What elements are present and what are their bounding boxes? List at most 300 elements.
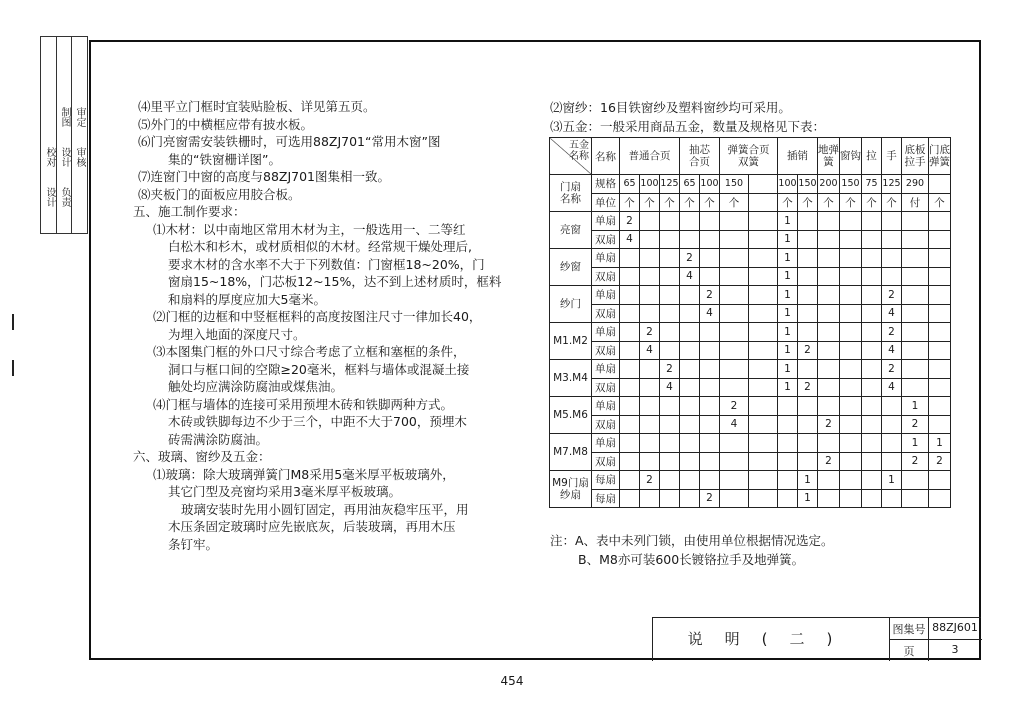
quantity-cell — [749, 212, 778, 231]
quantity-cell: 1 — [882, 471, 902, 490]
table-row — [550, 397, 951, 416]
quantity-cell: 2 — [700, 489, 720, 508]
text-line: 和扇料的厚度应加大5毫米。 — [168, 291, 326, 307]
quantity-cell: 2 — [882, 286, 902, 305]
quantity-cell — [798, 212, 818, 231]
left-column-text — [133, 98, 518, 553]
quantity-cell — [749, 249, 778, 268]
quantity-cell — [902, 304, 929, 323]
unit-cell: 个 — [640, 193, 660, 212]
quantity-cell — [660, 267, 680, 286]
sidebar-label: 审核 — [74, 147, 85, 167]
quantity-cell — [620, 434, 640, 453]
quantity-cell — [929, 341, 951, 360]
quantity-cell — [929, 378, 951, 397]
quantity-cell — [680, 471, 700, 490]
quantity-cell — [640, 378, 660, 397]
quantity-cell — [720, 341, 749, 360]
spec-cell: 150 — [840, 175, 862, 194]
quantity-cell — [620, 341, 640, 360]
door-type-cell: M3.M4 — [550, 360, 592, 397]
quantity-cell: 1 — [778, 341, 798, 360]
text-line: 五、施工制作要求： — [133, 204, 246, 219]
hardware-name-cell: 底板 拉手 — [902, 138, 929, 175]
quantity-cell — [700, 323, 720, 342]
sidebar-label: 校对 — [44, 147, 55, 167]
hardware-name-cell: 门底 弹簧 — [929, 138, 951, 175]
leaf-type-cell: 单扇 — [592, 323, 620, 342]
right-column-text — [550, 98, 825, 136]
quantity-cell — [840, 323, 862, 342]
quantity-cell — [680, 286, 700, 305]
quantity-cell: 2 — [882, 360, 902, 379]
quantity-cell — [862, 378, 882, 397]
quantity-cell — [749, 378, 778, 397]
unit-cell: 个 — [680, 193, 700, 212]
quantity-cell — [882, 415, 902, 434]
quantity-cell — [680, 452, 700, 471]
quantity-cell — [720, 360, 749, 379]
text-line: ⑺连窗门中窗的高度与88ZJ701图集相一致。 — [138, 169, 391, 184]
text-line: 木砖或铁脚每边不少于三个，中距不大于700，预埋木 — [168, 414, 467, 429]
table-row — [550, 452, 951, 471]
quantity-cell — [798, 267, 818, 286]
unit-label-cell: 单位 — [592, 193, 620, 212]
binding-mark — [12, 314, 14, 330]
quantity-cell — [749, 267, 778, 286]
text-line: 触处均应满涂防腐油或煤焦油。 — [168, 379, 344, 394]
quantity-cell — [818, 397, 840, 416]
quantity-cell — [882, 249, 902, 268]
quantity-cell — [640, 489, 660, 508]
table-row — [550, 489, 951, 508]
quantity-cell — [660, 286, 680, 305]
quantity-cell — [700, 267, 720, 286]
quantity-cell: 2 — [720, 397, 749, 416]
quantity-cell — [640, 249, 660, 268]
quantity-cell — [882, 434, 902, 453]
quantity-cell: 2 — [620, 212, 640, 231]
quantity-cell — [640, 452, 660, 471]
text-line: ⑶本图集门框的外口尺寸综合考虑了立框和塞框的条件， — [153, 344, 466, 359]
leaf-type-cell: 双扇 — [592, 304, 620, 323]
quantity-cell — [929, 267, 951, 286]
unit-cell: 付 — [902, 193, 929, 212]
table-unit-row — [550, 193, 951, 212]
page-label: 页 — [903, 645, 915, 658]
quantity-cell — [862, 341, 882, 360]
leaf-type-cell: 单扇 — [592, 397, 620, 416]
leaf-type-cell: 单扇 — [592, 360, 620, 379]
quantity-cell — [798, 434, 818, 453]
quantity-cell: 2 — [660, 360, 680, 379]
quantity-cell — [840, 212, 862, 231]
quantity-cell — [840, 267, 862, 286]
quantity-cell — [720, 434, 749, 453]
quantity-cell: 1 — [778, 212, 798, 231]
quantity-cell — [720, 489, 749, 508]
quantity-cell: 4 — [882, 378, 902, 397]
quantity-cell — [929, 212, 951, 231]
quantity-cell — [818, 249, 840, 268]
text-line: 其它门型及亮窗均采用3毫米厚平板玻璃。 — [168, 484, 401, 499]
quantity-cell — [660, 212, 680, 231]
text-line: 条钉牢。 — [168, 536, 219, 552]
quantity-cell — [680, 230, 700, 249]
quantity-cell — [818, 304, 840, 323]
quantity-cell — [749, 415, 778, 434]
quantity-cell — [818, 471, 840, 490]
quantity-cell — [620, 378, 640, 397]
quantity-cell — [700, 471, 720, 490]
table-row — [550, 212, 951, 231]
quantity-cell — [902, 323, 929, 342]
text-line: 为埋入地面的深度尺寸。 — [168, 326, 306, 342]
unit-cell: 个 — [778, 193, 798, 212]
hardware-name-cell: 拉 — [862, 138, 882, 175]
quantity-cell — [680, 341, 700, 360]
table-row — [550, 360, 951, 379]
door-type-cell: M9门扇 纱扇 — [550, 471, 592, 508]
spec-cell — [929, 175, 951, 194]
quantity-cell — [929, 471, 951, 490]
quantity-cell: 1 — [778, 360, 798, 379]
quantity-cell: 4 — [640, 341, 660, 360]
quantity-cell — [798, 360, 818, 379]
text-line: 要求木材的含水率不大于下列数值：门窗框18~20%，门 — [168, 256, 485, 272]
quantity-cell: 4 — [720, 415, 749, 434]
spec-cell — [749, 175, 778, 194]
unit-cell: 个 — [700, 193, 720, 212]
table-row — [550, 304, 951, 323]
title-block-grid — [889, 618, 982, 661]
text-line: ⑴玻璃：除大玻璃弹簧门M8采用5毫米厚平板玻璃外， — [153, 466, 455, 482]
quantity-cell — [620, 323, 640, 342]
quantity-cell — [749, 452, 778, 471]
quantity-cell — [640, 212, 660, 231]
quantity-cell — [640, 267, 660, 286]
quantity-cell — [700, 230, 720, 249]
unit-cell: 个 — [660, 193, 680, 212]
quantity-cell — [902, 489, 929, 508]
spec-cell: 125 — [882, 175, 902, 194]
spec-cell: 75 — [862, 175, 882, 194]
quantity-cell — [818, 286, 840, 305]
quantity-cell: 1 — [902, 397, 929, 416]
quantity-cell: 2 — [902, 415, 929, 434]
quantity-cell — [660, 249, 680, 268]
quantity-cell: 1 — [778, 267, 798, 286]
quantity-cell — [620, 267, 640, 286]
quantity-cell: 2 — [798, 378, 818, 397]
quantity-cell — [749, 230, 778, 249]
quantity-cell: 1 — [798, 471, 818, 490]
table-row — [550, 286, 951, 305]
quantity-cell — [749, 323, 778, 342]
quantity-cell — [620, 249, 640, 268]
quantity-cell — [840, 471, 862, 490]
unit-cell: 个 — [862, 193, 882, 212]
sidebar-label: 设计 — [59, 147, 70, 167]
table-row — [550, 471, 951, 490]
quantity-cell — [660, 304, 680, 323]
sidebar-label: 审定 — [74, 107, 85, 127]
quantity-cell: 2 — [680, 249, 700, 268]
quantity-cell — [749, 304, 778, 323]
quantity-cell — [720, 452, 749, 471]
quantity-cell — [798, 452, 818, 471]
spec-cell: 65 — [620, 175, 640, 194]
quantity-cell — [778, 452, 798, 471]
page-number-cell: 3 — [951, 643, 959, 656]
door-type-cell: 纱门 — [550, 286, 592, 323]
quantity-cell — [700, 452, 720, 471]
approval-sidebar — [40, 36, 88, 234]
note-line: B、M8亦可装600长镀铬拉手及地弹簧。 — [578, 552, 805, 567]
table-row — [550, 249, 951, 268]
spec-cell: 150 — [720, 175, 749, 194]
quantity-cell — [720, 230, 749, 249]
quantity-cell — [700, 378, 720, 397]
quantity-cell — [660, 434, 680, 453]
quantity-cell — [680, 360, 700, 379]
quantity-cell — [620, 452, 640, 471]
quantity-cell — [902, 249, 929, 268]
quantity-cell — [620, 471, 640, 490]
quantity-cell — [840, 286, 862, 305]
quantity-cell — [720, 471, 749, 490]
quantity-cell — [840, 397, 862, 416]
unit-cell: 个 — [840, 193, 862, 212]
quantity-cell — [700, 397, 720, 416]
quantity-cell: 4 — [882, 341, 902, 360]
table-row — [550, 434, 951, 453]
table-spec-row — [550, 175, 951, 194]
quantity-cell — [902, 341, 929, 360]
hardware-table-wrap — [549, 137, 951, 508]
quantity-cell — [862, 434, 882, 453]
quantity-cell — [660, 323, 680, 342]
quantity-cell — [720, 304, 749, 323]
quantity-cell — [749, 397, 778, 416]
sidebar-label: 设计 — [44, 187, 55, 207]
quantity-cell — [640, 360, 660, 379]
binding-mark — [12, 360, 14, 376]
quantity-cell — [840, 249, 862, 268]
quantity-cell — [862, 471, 882, 490]
text-line: ⑵窗纱：16目铁窗纱及塑料窗纱均可采用。 — [550, 100, 791, 115]
notes — [550, 531, 834, 569]
quantity-cell: 4 — [620, 230, 640, 249]
text-line: 木压条固定玻璃时应先嵌底灰，后装玻璃，再用木压 — [168, 519, 456, 534]
quantity-cell — [798, 230, 818, 249]
quantity-cell — [680, 212, 700, 231]
corner-bottom-cell: 门扇 名称 — [550, 175, 592, 212]
spec-cell: 125 — [660, 175, 680, 194]
quantity-cell — [902, 360, 929, 379]
leaf-type-cell: 双扇 — [592, 267, 620, 286]
atlas-label: 图集号 — [892, 623, 926, 636]
quantity-cell — [620, 489, 640, 508]
quantity-cell — [818, 434, 840, 453]
sidebar-label: 制图 — [59, 107, 70, 127]
quantity-cell — [660, 471, 680, 490]
quantity-cell — [620, 397, 640, 416]
table-row — [550, 230, 951, 249]
hardware-name-cell: 弹簧合页 双簧 — [720, 138, 778, 175]
quantity-cell — [660, 341, 680, 360]
door-type-cell: 纱窗 — [550, 249, 592, 286]
corner-top-label: 五金 名称 — [569, 140, 589, 162]
door-type-cell: M5.M6 — [550, 397, 592, 434]
quantity-cell — [620, 286, 640, 305]
quantity-cell — [798, 415, 818, 434]
quantity-cell — [840, 360, 862, 379]
leaf-type-cell: 双扇 — [592, 230, 620, 249]
unit-cell: 个 — [818, 193, 840, 212]
quantity-cell: 1 — [902, 434, 929, 453]
quantity-cell — [882, 397, 902, 416]
hardware-name-cell: 普通合页 — [620, 138, 680, 175]
quantity-cell: 4 — [680, 267, 700, 286]
quantity-cell — [660, 415, 680, 434]
hardware-name-cell: 插销 — [778, 138, 818, 175]
quantity-cell: 2 — [818, 415, 840, 434]
quantity-cell: 2 — [818, 452, 840, 471]
quantity-cell — [778, 415, 798, 434]
quantity-cell — [862, 304, 882, 323]
quantity-cell — [840, 341, 862, 360]
quantity-cell — [798, 323, 818, 342]
quantity-cell — [840, 452, 862, 471]
quantity-cell — [700, 212, 720, 231]
text-line: 集的“铁窗栅详图”。 — [168, 151, 281, 167]
unit-cell — [749, 193, 778, 212]
unit-cell: 个 — [620, 193, 640, 212]
quantity-cell — [840, 415, 862, 434]
quantity-cell — [680, 415, 700, 434]
atlas-number: 88ZJ601 — [932, 621, 978, 634]
quantity-cell — [778, 397, 798, 416]
quantity-cell — [818, 267, 840, 286]
spec-cell: 100 — [640, 175, 660, 194]
quantity-cell — [680, 434, 700, 453]
hardware-name-cell: 地弹 簧 — [818, 138, 840, 175]
quantity-cell: 1 — [929, 434, 951, 453]
quantity-cell — [882, 230, 902, 249]
note-line: 注：A、表中未列门锁，由使用单位根据情况选定。 — [550, 533, 834, 548]
spec-cell: 100 — [778, 175, 798, 194]
quantity-cell — [720, 249, 749, 268]
spec-cell: 65 — [680, 175, 700, 194]
sidebar-label: 负责 — [59, 187, 70, 207]
text-line: 白松木和杉木，或材质相似的木材。经常规干燥处理后, — [168, 239, 472, 254]
quantity-cell: 2 — [902, 452, 929, 471]
text-line: ⑷门框与墙体的连接可采用预埋木砖和铁脚两种方式。 — [153, 396, 454, 412]
quantity-cell — [778, 434, 798, 453]
quantity-cell — [680, 304, 700, 323]
spec-label-cell: 规格 — [592, 175, 620, 194]
quantity-cell — [862, 452, 882, 471]
quantity-cell — [680, 323, 700, 342]
quantity-cell — [700, 434, 720, 453]
unit-cell: 个 — [929, 193, 951, 212]
quantity-cell — [620, 415, 640, 434]
quantity-cell — [882, 212, 902, 231]
quantity-cell: 4 — [660, 378, 680, 397]
quantity-cell — [862, 212, 882, 231]
leaf-type-cell: 双扇 — [592, 415, 620, 434]
page-number: 454 — [500, 674, 524, 688]
quantity-cell — [660, 452, 680, 471]
quantity-cell: 2 — [882, 323, 902, 342]
quantity-cell — [620, 360, 640, 379]
quantity-cell — [929, 489, 951, 508]
quantity-cell: 2 — [798, 341, 818, 360]
quantity-cell — [929, 415, 951, 434]
leaf-type-cell: 单扇 — [592, 212, 620, 231]
quantity-cell — [840, 378, 862, 397]
quantity-cell — [749, 471, 778, 490]
quantity-cell — [749, 286, 778, 305]
quantity-cell — [640, 434, 660, 453]
quantity-cell — [929, 323, 951, 342]
text-line: ⑹门亮窗需安装铁栅时，可选用88ZJ701“常用木窗”图 — [138, 134, 441, 149]
quantity-cell — [680, 397, 700, 416]
quantity-cell — [902, 230, 929, 249]
text-line: 砖需满涂防腐油。 — [168, 431, 269, 447]
door-type-cell: M1.M2 — [550, 323, 592, 360]
quantity-cell: 1 — [798, 489, 818, 508]
quantity-cell: 2 — [640, 323, 660, 342]
quantity-cell — [700, 415, 720, 434]
quantity-cell: 2 — [929, 452, 951, 471]
quantity-cell — [862, 415, 882, 434]
table-header-row — [550, 138, 951, 175]
quantity-cell — [902, 212, 929, 231]
quantity-cell — [640, 415, 660, 434]
quantity-cell — [620, 304, 640, 323]
quantity-cell — [862, 323, 882, 342]
text-line: 六、玻璃、窗纱及五金： — [133, 449, 271, 464]
quantity-cell: 2 — [640, 471, 660, 490]
quantity-cell: 1 — [778, 323, 798, 342]
door-type-cell: M7.M8 — [550, 434, 592, 471]
text-line: 洞口与框口间的空隙≥20毫米，框料与墙体或混凝土接 — [168, 361, 470, 377]
quantity-cell — [720, 378, 749, 397]
text-line: 玻璃安装时先用小圆钉固定，再用油灰稳牢压平，用 — [181, 501, 469, 517]
door-type-cell: 亮窗 — [550, 212, 592, 249]
table-corner-cell — [550, 138, 592, 175]
table-row — [550, 341, 951, 360]
quantity-cell: 4 — [882, 304, 902, 323]
quantity-cell — [862, 360, 882, 379]
quantity-cell: 1 — [778, 286, 798, 305]
quantity-cell — [640, 397, 660, 416]
quantity-cell: 1 — [778, 304, 798, 323]
quantity-cell — [640, 286, 660, 305]
spec-cell: 200 — [818, 175, 840, 194]
quantity-cell — [929, 286, 951, 305]
quantity-cell: 4 — [700, 304, 720, 323]
quantity-cell — [862, 267, 882, 286]
quantity-cell: 1 — [778, 378, 798, 397]
spec-cell: 100 — [700, 175, 720, 194]
text-line: ⑷里平立门框时宜装贴脸板、详见第五页。 — [138, 99, 376, 114]
spec-cell: 150 — [798, 175, 818, 194]
quantity-cell — [749, 360, 778, 379]
quantity-cell — [882, 267, 902, 286]
